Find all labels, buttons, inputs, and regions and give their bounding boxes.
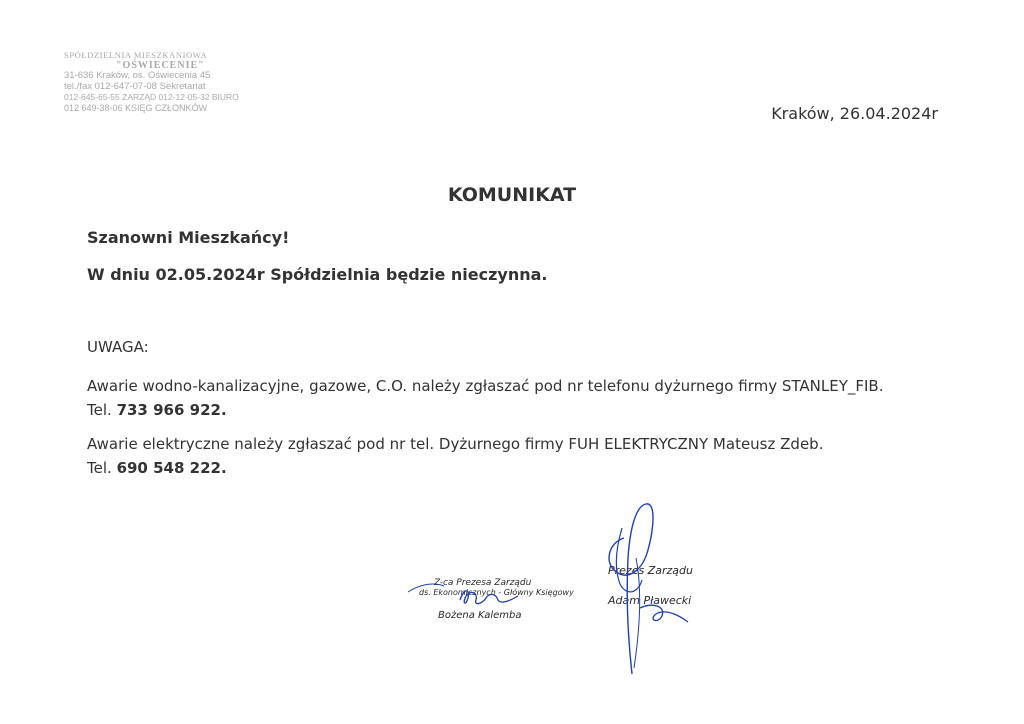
paragraph-text: Awarie wodno-kanalizacyjne, gazowe, C.O. należy zgłaszać pod nr telefonu dyżurnego firmy STANLEY_FIB. <box>87 377 884 395</box>
phone-prefix: Tel. <box>87 459 112 477</box>
document-date: Kraków, 26.04.2024r <box>771 104 938 123</box>
phone-line <box>87 398 883 422</box>
paragraph-text: Awarie elektryczne należy zgłaszać pod nr tel. Dyżurnego firmy FUH ELEKTRYCZNY Mateusz Zdeb. <box>87 435 824 453</box>
signature-block-vice-president <box>414 576 574 632</box>
stamp-line: 012 649-38-06 KSIĘG CZŁONKÓW <box>64 102 208 113</box>
greeting: Szanowni Mieszkańcy! <box>87 228 290 247</box>
closure-notice: W dniu 02.05.2024r Spółdzielnia będzie nieczynna. <box>87 265 548 284</box>
stamp-line: tel./fax 012-647-07-08 Sekretariat <box>64 80 206 92</box>
phone-number: 690 548 222. <box>116 459 227 477</box>
phone-line <box>87 456 823 480</box>
phone-prefix: Tel. <box>87 401 112 419</box>
stamp-line: 31-636 Kraków, os. Oświecenia 45 <box>64 70 211 81</box>
phone-number: 733 966 922. <box>116 401 227 419</box>
plumbing-emergency-paragraph <box>87 374 883 422</box>
signature-block-president <box>598 560 718 620</box>
signatory-name: Adam Pławecki <box>608 594 692 607</box>
document-title: KOMUNIKAT <box>447 184 577 206</box>
cooperative-stamp <box>64 50 269 113</box>
signatory-role: Prezes Zarządu <box>608 564 693 577</box>
electrical-emergency-paragraph <box>87 432 823 480</box>
signatory-name: Bożena Kalemba <box>438 610 522 621</box>
signatory-role-detail: ds. Ekonomicznych - Główny Księgowy <box>419 588 574 597</box>
notice-label: UWAGA: <box>87 338 149 356</box>
stamp-line: 012-645-65-55 ZARZĄD 012-12-05-32 BIURO <box>64 92 239 102</box>
stamp-line: SPÓŁDZIELNIA MIESZKANIOWA <box>64 50 208 60</box>
signatory-role: Z-ca Prezesa Zarządu <box>434 578 532 588</box>
stamp-line: "OŚWIECENIE" <box>116 59 205 71</box>
